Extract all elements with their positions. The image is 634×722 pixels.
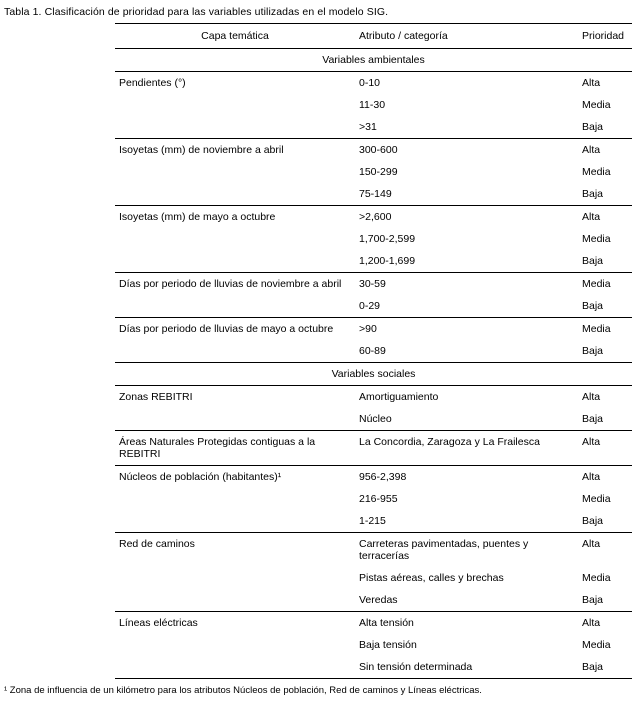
priority-cell: Alta — [578, 206, 632, 229]
priority-cell: Baja — [582, 515, 604, 527]
priority-cell: Baja — [582, 594, 604, 606]
attribute-cell: 150-299 — [359, 166, 398, 178]
priority-cell: Alta — [578, 431, 632, 466]
attribute-cell: 30-59 — [355, 273, 578, 296]
table-row — [115, 431, 632, 466]
table-row — [115, 466, 632, 489]
table-row — [115, 612, 632, 635]
capa-cell: Líneas eléctricas — [115, 612, 355, 679]
priority-cell: Media — [582, 493, 611, 505]
table-row — [115, 139, 632, 162]
priority-cell: Baja — [582, 345, 604, 357]
priority-cell: Alta — [578, 72, 632, 95]
priority-cell: Media — [578, 273, 632, 296]
priority-cell: Media — [582, 572, 611, 584]
capa-cell: Isoyetas (mm) de noviembre a abril — [115, 139, 355, 206]
table-row — [115, 386, 632, 409]
column-header-attribute: Atributo / categoría — [355, 24, 578, 49]
attribute-cell: Núcleo — [359, 413, 392, 425]
capa-cell: Pendientes (°) — [115, 72, 355, 139]
priority-cell: Baja — [582, 188, 604, 200]
section-label: Variables ambientales — [115, 49, 632, 72]
header-row — [115, 24, 632, 49]
table-body — [115, 49, 632, 679]
attribute-cell: >31 — [359, 121, 377, 133]
capa-cell: Días por periodo de lluvias de noviembre a abril — [115, 273, 355, 318]
attribute-cell: 11-30 — [359, 99, 386, 111]
attribute-cell: 0-29 — [359, 300, 381, 312]
priority-cell: Alta — [578, 612, 632, 635]
priority-cell: Baja — [582, 300, 604, 312]
attribute-cell: 75-149 — [359, 188, 392, 200]
attribute-cell: >90 — [355, 318, 578, 341]
column-header-capa: Capa temática — [115, 24, 355, 49]
attribute-cell: La Concordia, Zaragoza y La Frailesca — [355, 431, 578, 466]
attribute-cell: Amortiguamiento — [355, 386, 578, 409]
capa-cell: Áreas Naturales Protegidas contiguas a la REBITRI — [115, 431, 355, 466]
section-label: Variables sociales — [115, 363, 632, 386]
priority-cell: Media — [582, 233, 611, 245]
capa-cell: Isoyetas (mm) de mayo a octubre — [115, 206, 355, 273]
attribute-cell: 216-955 — [359, 493, 398, 505]
priority-cell: Alta — [578, 466, 632, 489]
attribute-cell: 1,200-1,699 — [359, 255, 416, 267]
priority-cell: Media — [582, 99, 611, 111]
section-row — [115, 49, 632, 72]
priority-cell: Media — [578, 318, 632, 341]
priority-cell: Media — [582, 639, 611, 651]
table-row — [115, 72, 632, 95]
attribute-cell: 300-600 — [355, 139, 578, 162]
priority-cell: Baja — [582, 661, 604, 673]
table-row — [115, 318, 632, 341]
priority-cell: Alta — [578, 139, 632, 162]
priority-cell: Baja — [582, 255, 604, 267]
table-row — [115, 273, 632, 296]
attribute-cell: 1,700-2,599 — [359, 233, 416, 245]
priority-cell: Baja — [582, 121, 604, 133]
attribute-cell: Sin tensión determinada — [359, 661, 473, 673]
column-header-priority: Prioridad — [578, 24, 632, 49]
capa-cell: Zonas REBITRI — [115, 386, 355, 431]
priority-cell: Alta — [578, 386, 632, 409]
attribute-cell: 1-215 — [359, 515, 386, 527]
priority-cell: Media — [582, 166, 611, 178]
attribute-cell: 956-2,398 — [355, 466, 578, 489]
capa-cell: Núcleos de población (habitantes)¹ — [115, 466, 355, 533]
attribute-cell: Alta tensión — [355, 612, 578, 635]
capa-cell: Días por periodo de lluvias de mayo a octubre — [115, 318, 355, 363]
capa-cell: Red de caminos — [115, 533, 355, 612]
table-row — [115, 533, 632, 568]
attribute-cell: 60-89 — [359, 345, 386, 357]
section-row — [115, 363, 632, 386]
table-title: Tabla 1. Clasificación de prioridad para las variables utilizadas en el modelo SIG. — [4, 6, 389, 18]
attribute-cell: Carreteras pavimentadas, puentes y terracerías — [355, 533, 578, 568]
attribute-cell: Pistas aéreas, calles y brechas — [359, 572, 504, 584]
priority-cell: Alta — [578, 533, 632, 568]
footnote: ¹ Zona de influencia de un kilómetro para los atributos Núcleos de población, Red de caminos y Líneas eléctricas. — [4, 685, 482, 696]
priority-table — [115, 23, 632, 679]
attribute-cell: Veredas — [359, 594, 398, 606]
attribute-cell: Baja tensión — [359, 639, 417, 651]
table-row — [115, 206, 632, 229]
priority-cell: Baja — [582, 413, 604, 425]
attribute-cell: >2,600 — [355, 206, 578, 229]
attribute-cell: 0-10 — [355, 72, 578, 95]
